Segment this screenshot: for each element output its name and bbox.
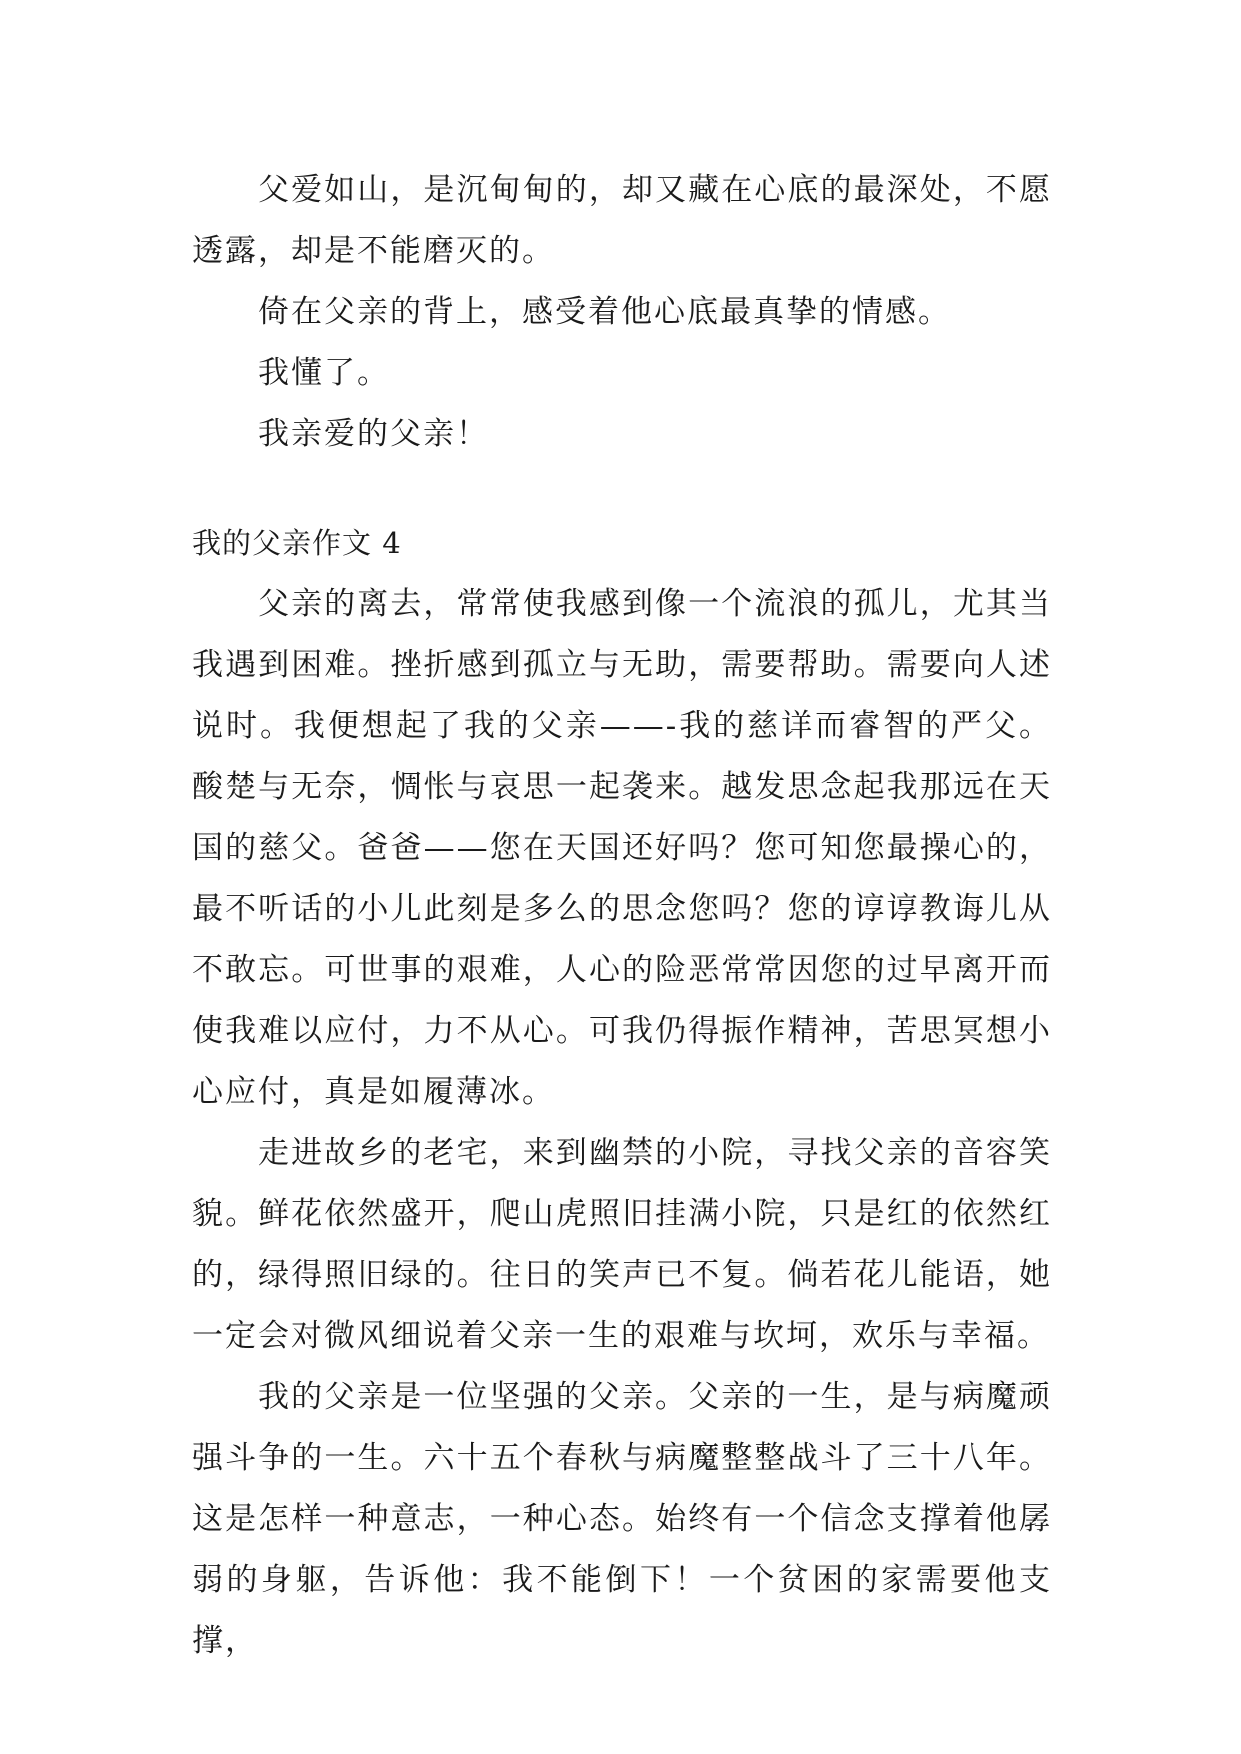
paragraph: 父爱如山，是沉甸甸的，却又藏在心底的最深处，不愿透露，却是不能磨灭的。 <box>192 172 1052 269</box>
section-title: 我的父亲作文 4 <box>192 526 402 560</box>
document-body <box>192 160 1052 1672</box>
paragraph: 我亲爱的父亲！ <box>258 416 489 452</box>
paragraph: 倚在父亲的背上，感受着他心底最真挚的情感。 <box>258 294 951 330</box>
paragraph: 走进故乡的老宅，来到幽禁的小院，寻找父亲的音容笑貌。鲜花依然盛开，爬山虎照旧挂满小院，只是红的依然红的，绿得照旧绿的。往日的笑声已不复。倘若花儿能语，她一定会对微风细说着父亲一生的艰难与坎坷，欢乐与幸福。 <box>192 1135 1052 1354</box>
paragraph: 我懂了。 <box>258 355 390 391</box>
paragraph: 我的父亲是一位坚强的父亲。父亲的一生，是与病魔顽强斗争的一生。六十五个春秋与病魔整整战斗了三十八年。这是怎样一种意志，一种心态。始终有一个信念支撑着他孱弱的身躯，告诉他：我不能倒下！一个贫困的家需要他支撑， <box>192 1379 1052 1659</box>
paragraph: 父亲的离去，常常使我感到像一个流浪的孤儿，尤其当我遇到困难。挫折感到孤立与无助，需要帮助。需要向人述说时。我便想起了我的父亲——-我的慈详而睿智的严父。酸楚与无奈，惆怅与哀思一起袭来。越发思念起我那远在天国的慈父。爸爸——您在天国还好吗？您可知您最操心的，最不听话的小儿此刻是多么的思念您吗？您的谆谆教诲儿从不敢忘。可世事的艰难，人心的险恶常常因您的过早离开而使我难以应付，力不从心。可我仍得振作精神，苦思冥想小心应付，真是如履薄冰。 <box>192 586 1052 1110</box>
